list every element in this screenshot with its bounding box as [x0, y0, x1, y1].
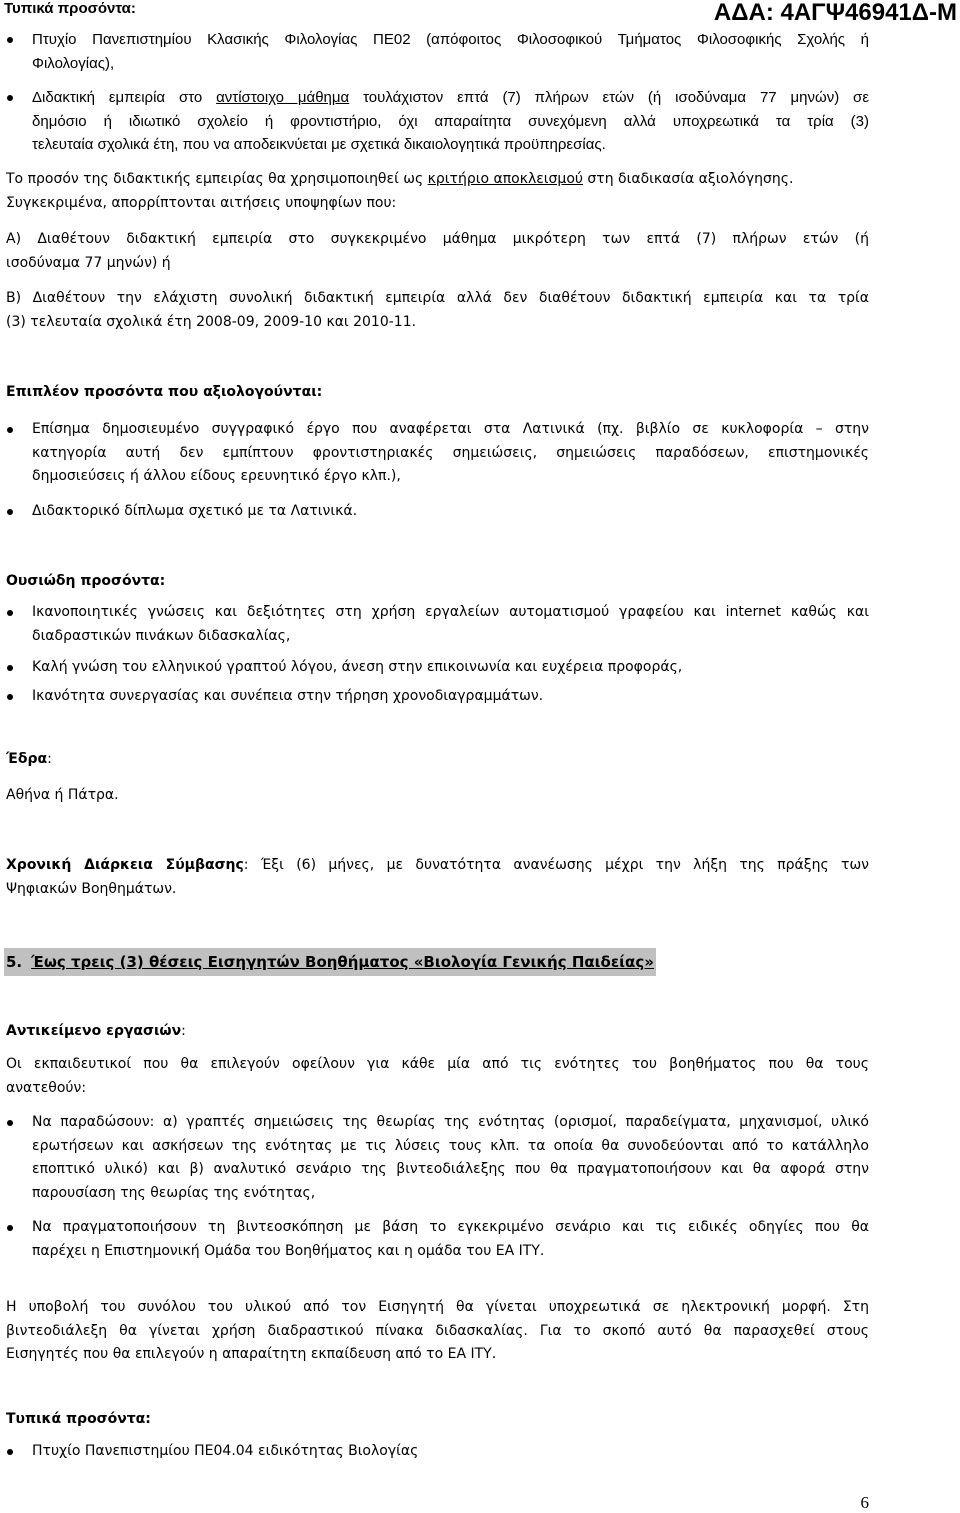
paragraph-line: ισοδύναμα 77 μηνών) ή — [6, 254, 171, 271]
list-item-publications — [6, 418, 869, 489]
bullet-icon — [7, 1120, 13, 1126]
page-number: 6 — [860, 1493, 869, 1512]
list-item-greek-language — [6, 656, 869, 680]
tasks-note-paragraph — [6, 1296, 869, 1367]
section-title-essential-qualifications — [6, 570, 869, 594]
location-label-row — [6, 748, 869, 772]
line-text: τουλάχιστον επτά (7) πλήρων ετών (ή ισοδύναμα 77 μηνών) σε — [349, 89, 869, 106]
paragraph-line: Εισηγητές που θα επιλεγούν η απαραίτητη εκπαίδευση από το ΕΑ ΙΤΥ. — [6, 1346, 497, 1362]
underlined-text: αντίστοιχο μάθημα — [216, 89, 350, 106]
list-item-line — [32, 86, 869, 110]
paragraph-line: (3) τελευταία σχολικά έτη 2008-09, 2009-10 και 2010-11. — [6, 313, 417, 330]
bullet-icon — [7, 427, 13, 433]
list-item-video-recording — [6, 1216, 869, 1263]
tasks-label-row — [6, 1020, 869, 1044]
list-item-line: παρουσίαση της θεωρίας της ενότητας, — [32, 1184, 316, 1201]
rejection-case-b — [6, 287, 869, 334]
line-text: στη διαδικασία αξιολόγησης. — [582, 171, 794, 187]
list-item-line: Να παραδώσουν: α) γραπτές σημειώσεις της θεωρίας της ενότητας (ορισμοί, παραδείγματα, μηχανισμοί, υλικό — [32, 1114, 869, 1130]
rejection-case-a — [6, 228, 869, 275]
list-item-doctorate — [6, 500, 869, 524]
list-item-line: παρέχει η Επιστημονική Ομάδα του Βοηθήματος και η ομάδα του ΕΑ ΙΤΥ. — [32, 1242, 545, 1259]
section-title: Τυπικά προσόντα: — [6, 1411, 151, 1427]
bullet-icon — [7, 95, 13, 101]
ada-code: ΑΔΑ: 4ΑΓΨ46941Δ-Μ — [713, 0, 957, 26]
bullet-icon — [7, 1225, 13, 1231]
underlined-text: κριτήριο αποκλεισμού — [427, 171, 583, 187]
list-item-cooperation — [6, 685, 869, 709]
paragraph-line: Η υποβολή του συνόλου του υλικού από τον Εισηγητή θα γίνεται υποχρεωτικά σε ηλεκτρονική μορφή. Στη — [6, 1299, 869, 1315]
tasks-label-line — [6, 1020, 869, 1044]
list-item-line: Πτυχίο Πανεπιστημίου Κλασικής Φιλολογίας ΠΕ02 (απόφοιτος Φιλοσοφικού Τμήματος Φιλοσοφικής Σχολής ή — [32, 31, 869, 48]
list-item-line: Να πραγματοποιήσουν τη βιντεοσκόπηση με βάση το εγκεκριμένο σενάριο και τις ειδικές οδηγίες που θα — [32, 1219, 869, 1235]
list-item-line: Πτυχίο Πανεπιστημίου ΠΕ04.04 ειδικότητας Βιολογίας — [32, 1443, 419, 1459]
list-item-line: διαδραστικών πινάκων διδασκαλίας, — [32, 627, 291, 644]
section-title: Επιπλέον προσόντα που αξιολογούνται: — [6, 384, 323, 400]
list-item-line: ερωτήσεων και ασκήσεων της ενότητας με τις λύσεις τους κλπ. τα οποία θα συνοδεύονται από το κατάλληλο — [32, 1137, 869, 1154]
bullet-icon — [7, 37, 13, 43]
list-item-line: κατηγορία αυτή δεν εμπίπτουν φροντιστηριακές σημειώσεις, σημειώσεις παραδόσεων, επιστημονικές — [32, 444, 869, 461]
list-item-line: Φιλολογίας), — [32, 54, 115, 72]
list-item-biology-degree — [6, 1440, 869, 1464]
list-item-line: Καλή γνώση του ελληνικού γραπτού λόγου, άνεση στην επικοινωνία και ευχέρεια προφοράς, — [32, 659, 683, 675]
position-heading — [4, 948, 656, 976]
position-number: 5. — [6, 953, 23, 971]
bullet-icon — [7, 509, 13, 515]
tasks-label: Αντικείμενο εργασιών — [6, 1023, 182, 1039]
tasks-intro-paragraph — [6, 1053, 869, 1100]
paragraph-line — [6, 854, 869, 878]
contract-duration-colon: : — [243, 857, 249, 873]
list-item-line: Επίσημα δημοσιευμένο συγγραφικό έργο που αναφέρεται στα Λατινικά (πχ. βιβλίο σε κυκλοφορία – στην — [32, 421, 869, 437]
location-label-line — [6, 748, 869, 772]
contract-duration-paragraph — [6, 854, 869, 901]
paragraph-line: Οι εκπαιδευτικοί που θα επιλεγούν οφείλουν για κάθε μία από τις ενότητες του βοηθήματος που θα τους — [6, 1056, 869, 1072]
contract-duration-label: Χρονική Διάρκεια Σύμβασης — [6, 857, 244, 873]
section-title-formal-qualifications-position-5 — [6, 1408, 869, 1432]
position-heading-highlight — [4, 948, 656, 976]
list-item-office-skills — [6, 601, 869, 648]
paragraph-line: Ψηφιακών Βοηθημάτων. — [6, 880, 177, 897]
paragraph-line: ανατεθούν: — [6, 1079, 87, 1096]
list-item-line: Διδακτορικό δίπλωμα σχετικό με τα Λατινικά. — [32, 503, 358, 519]
tasks-label-colon: : — [181, 1023, 186, 1039]
bullet-icon — [7, 610, 13, 616]
line-text: Έξι (6) μήνες, με δυνατότητα ανανέωσης μέχρι την λήξη της πράξης των — [260, 857, 869, 873]
bullet-icon — [7, 694, 13, 700]
list-item-line: δημόσιο ή ιδιωτικό σχολείο ή φροντιστήριο, όχι απαραίτητα συνεχόμενη αλλά υποχρεωτικά τα τρία (3) — [32, 112, 869, 130]
section-title-formal-qualifications: Τυπικά προσόντα: — [4, 0, 136, 17]
line-text: Διδακτική εμπειρία στο — [32, 89, 217, 106]
position-title: Έως τρεις (3) θέσεις Εισηγητών Βοηθήματος «Βιολογία Γενικής Παιδείας» — [31, 953, 654, 971]
location-label-colon: : — [47, 751, 52, 767]
bullet-icon — [7, 665, 13, 671]
paragraph-line — [6, 168, 869, 192]
list-item-line: τελευταία σχολικά έτη, που να αποδεικνύεται με σχετικά δικαιολογητικά προϋπηρεσίας. — [32, 136, 606, 153]
experience-criterion-paragraph — [6, 168, 869, 215]
list-item-line: δημοσιεύσεις ή άλλου είδους ερευνητικό έργο κλπ.), — [32, 468, 401, 484]
bullet-icon — [7, 1449, 13, 1455]
location-label: Έδρα — [6, 751, 48, 767]
section-title: Ουσιώδη προσόντα: — [6, 573, 166, 589]
list-item-deliver-notes — [6, 1111, 869, 1205]
paragraph-line: βιντεοδιάλεξη θα γίνεται χρήση διαδραστικού πίνακα διδασκαλίας. Για το σκοπό αυτό θα παρασχεθεί στους — [6, 1322, 869, 1339]
paragraph-line: Α) Διαθέτουν διδακτική εμπειρία στο συγκεκριμένο μάθημα μικρότερη των επτά (7) πλήρων ετών (ή — [6, 231, 869, 247]
list-item-line: Ικανότητα συνεργασίας και συνέπεια στην τήρηση χρονοδιαγραμμάτων. — [32, 688, 544, 704]
section-title-additional-qualifications — [6, 381, 869, 405]
list-item-teaching-experience — [6, 86, 869, 157]
line-text: Το προσόν της διδακτικής εμπειρίας θα χρησιμοποιηθεί ως — [6, 171, 428, 187]
paragraph-line: Β) Διαθέτουν την ελάχιστη συνολική διδακτική εμπειρία αλλά δεν διαθέτουν διδακτική εμπειρία και τα τρία — [6, 290, 869, 306]
list-item-line: Ικανοποιητικές γνώσεις και δεξιότητες στη χρήση εργαλείων αυτοματισμού γραφείου και internet καθώς και — [32, 604, 869, 620]
list-item-line: εποπτικό υλικό) και β) αναλυτικό σενάριο της βιντεοδιάλεξης που θα πραγματοποιήσουν και θα αφορά στην — [32, 1161, 869, 1177]
location-value-row — [6, 784, 869, 808]
paragraph-line: Συγκεκριμένα, απορρίπτονται αιτήσεις υποψηφίων που: — [6, 194, 397, 211]
location-value: Αθήνα ή Πάτρα. — [6, 787, 119, 803]
list-item-degree — [6, 28, 869, 75]
